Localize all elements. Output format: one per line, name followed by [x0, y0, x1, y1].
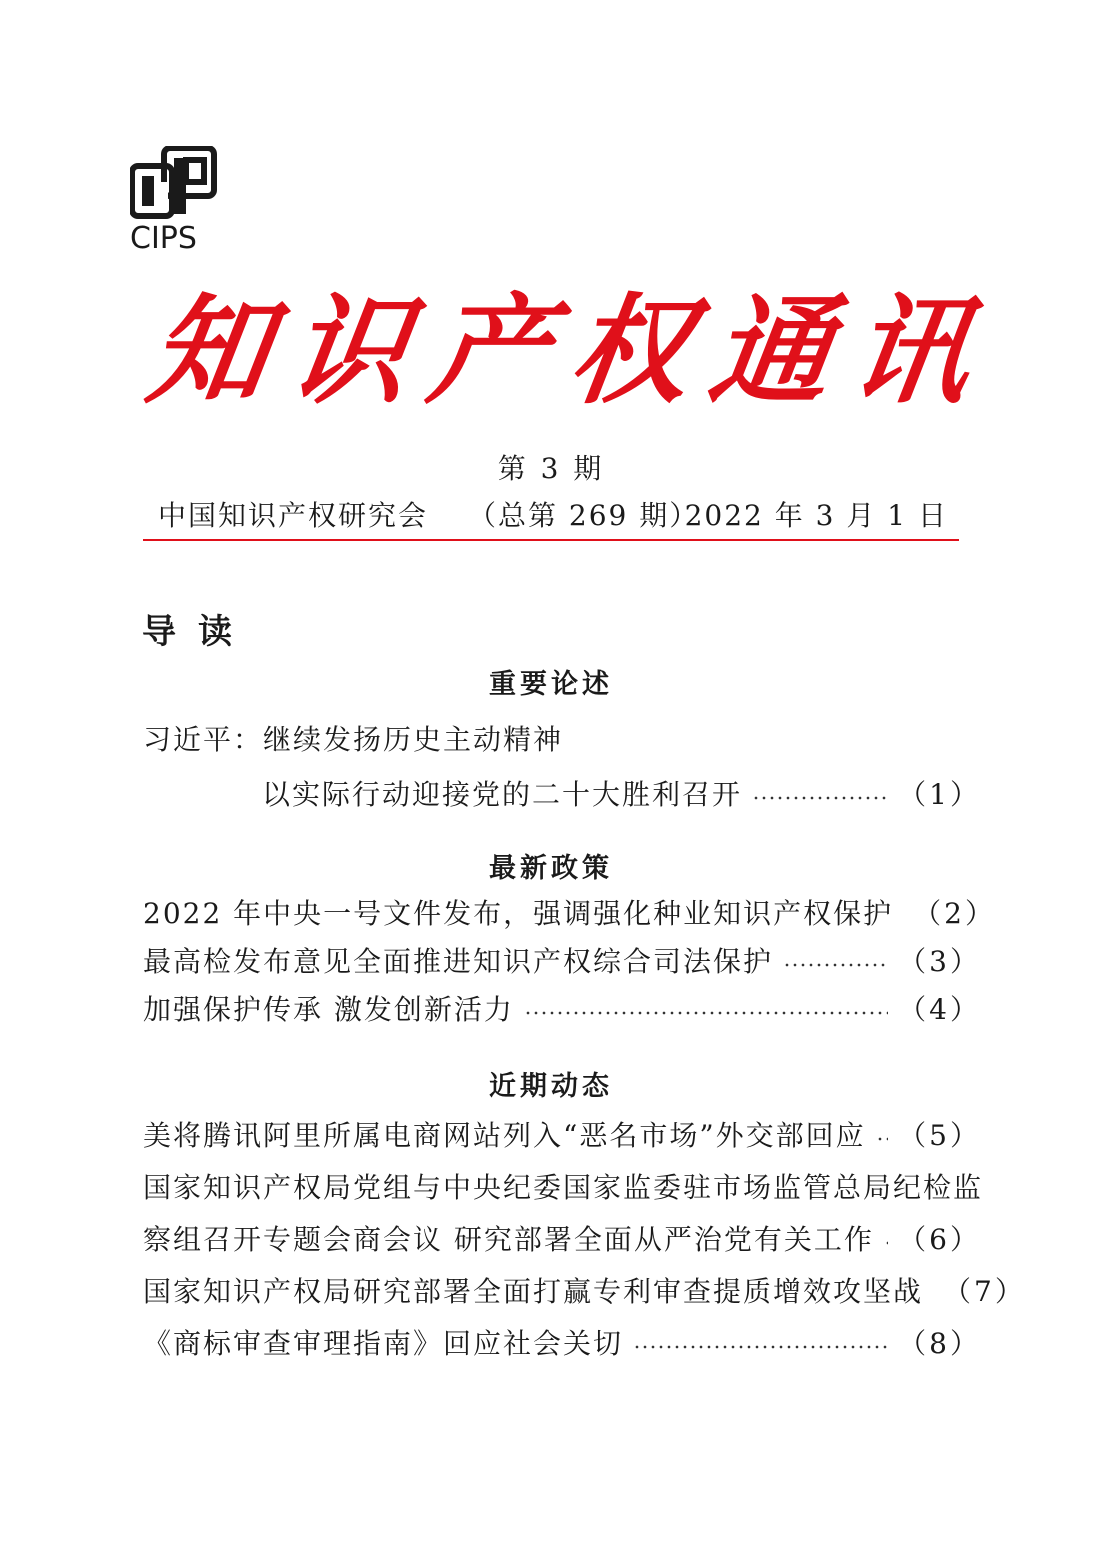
leader-dots	[633, 1345, 888, 1349]
toc-entry[interactable]	[143, 986, 981, 1030]
toc-entry-title: 国家知识产权局研究部署全面打赢专利审查提质增效攻坚战	[143, 1275, 924, 1308]
issue-date: 2022 年 3 月 1 日	[684, 499, 948, 532]
toc-entry[interactable]	[143, 1216, 981, 1260]
guide-title: 导读	[142, 612, 254, 652]
leader-dots	[524, 1011, 888, 1015]
toc-entry-title: 美将腾讯阿里所属电商网站列入“恶名市场”外交部回应	[143, 1119, 866, 1152]
toc-entry-title: 察组召开专题会商会议 研究部署全面从严治党有关工作	[143, 1223, 874, 1256]
masthead-char: 权	[561, 281, 700, 420]
masthead-char: 通	[701, 281, 840, 420]
toc-entry-page: （3）	[898, 945, 981, 978]
toc-entry-title: 最高检发布意见全面推进知识产权综合司法保护	[143, 945, 774, 978]
toc-entry-page: （4）	[898, 993, 981, 1026]
leader-dots	[884, 1241, 888, 1245]
leader-dots	[876, 1137, 889, 1141]
leader-dots	[752, 796, 888, 800]
toc-entry-title: 加强保护传承 激发创新活力	[143, 993, 514, 1026]
toc-entry-title: 《商标审查审理指南》回应社会关切	[143, 1327, 624, 1360]
toc-entry[interactable]	[143, 938, 981, 982]
masthead-char: 识	[280, 281, 419, 420]
logo-text: CIPS	[130, 221, 197, 256]
toc-entry-title: 2022 年中央一号文件发布，强调强化种业知识产权保护	[143, 897, 894, 930]
toc-entry-title: 以实际行动迎接党的二十大胜利召开	[262, 778, 743, 811]
leader-dots	[783, 963, 888, 967]
toc-entry-page: （6）	[898, 1223, 981, 1256]
toc-entry[interactable]	[143, 1320, 981, 1364]
section-heading: 重要论述	[489, 669, 613, 700]
header-meta	[158, 494, 948, 534]
toc-entry-page: （1）	[898, 778, 981, 811]
toc-entry-page: （5）	[898, 1119, 981, 1152]
toc-entry-page: （8）	[898, 1327, 981, 1360]
masthead-title	[140, 276, 980, 426]
section-heading: 最新政策	[489, 853, 613, 884]
toc-entry-page: （7）	[943, 1275, 1026, 1308]
cips-emblem-icon	[130, 146, 218, 222]
toc-entry-page: （2）	[913, 897, 996, 930]
masthead-char: 产	[421, 281, 559, 420]
toc-entry[interactable]	[143, 1112, 981, 1156]
masthead-char: 知	[140, 281, 278, 420]
toc-entry[interactable]	[143, 1268, 1026, 1312]
toc-entry[interactable]	[262, 771, 981, 815]
toc-entry[interactable]	[143, 890, 996, 934]
section-heading: 近期动态	[489, 1071, 613, 1102]
organization-name: 中国知识产权研究会	[158, 499, 429, 532]
issue-number: 第 3 期	[497, 452, 605, 485]
masthead-char: 讯	[842, 281, 980, 420]
toc-title-line: 习近平：继续发扬历史主动精神	[143, 723, 564, 756]
header-divider	[143, 539, 959, 541]
total-issue: （总第 269 期）	[468, 499, 700, 532]
toc-title-line[interactable]: 国家知识产权局党组与中央纪委国家监委驻市场监管总局纪检监	[143, 1171, 984, 1204]
cips-logo	[130, 146, 218, 258]
